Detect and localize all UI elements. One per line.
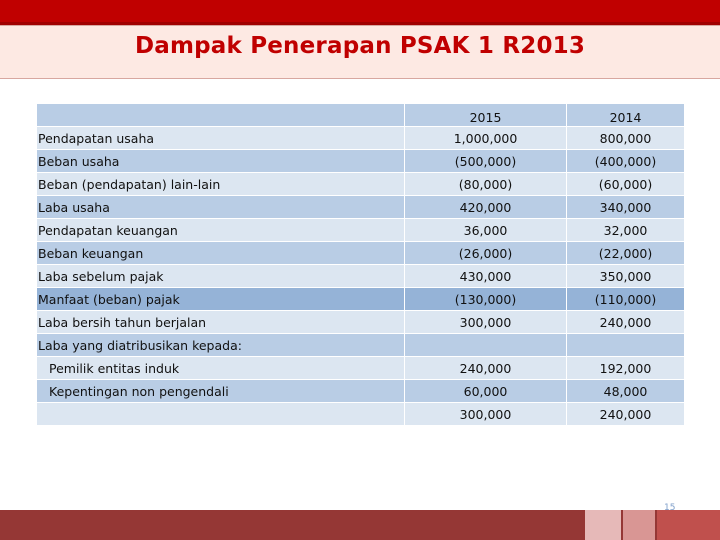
row-label: Laba usaha bbox=[37, 196, 405, 219]
row-label: Pemilik entitas induk bbox=[37, 357, 405, 380]
table-header-row bbox=[37, 104, 685, 127]
header-2014: 2014 bbox=[567, 104, 685, 127]
value-2014: 32,000 bbox=[567, 219, 685, 242]
value-2014: 240,000 bbox=[567, 403, 685, 426]
row-label: Beban (pendapatan) lain-lain bbox=[37, 173, 405, 196]
table-row bbox=[37, 357, 685, 380]
bottom-decor-block bbox=[657, 510, 720, 540]
table-row bbox=[37, 311, 685, 334]
value-2014 bbox=[567, 334, 685, 357]
value-2015: (130,000) bbox=[405, 288, 567, 311]
row-label: Pendapatan usaha bbox=[37, 127, 405, 150]
header-label-cell bbox=[37, 104, 405, 127]
row-label: Beban usaha bbox=[37, 150, 405, 173]
value-2014: 350,000 bbox=[567, 265, 685, 288]
table-row bbox=[37, 219, 685, 242]
value-2014: 48,000 bbox=[567, 380, 685, 403]
value-2014: 340,000 bbox=[567, 196, 685, 219]
value-2015: 36,000 bbox=[405, 219, 567, 242]
row-label: Manfaat (beban) pajak bbox=[37, 288, 405, 311]
bottom-decor-block bbox=[623, 510, 655, 540]
value-2015: 300,000 bbox=[405, 403, 567, 426]
value-2014: 800,000 bbox=[567, 127, 685, 150]
table-row bbox=[37, 380, 685, 403]
row-label: Pendapatan keuangan bbox=[37, 219, 405, 242]
row-label: Laba sebelum pajak bbox=[37, 265, 405, 288]
value-2015: 430,000 bbox=[405, 265, 567, 288]
value-2014: (400,000) bbox=[567, 150, 685, 173]
table-row bbox=[37, 403, 685, 426]
table-row bbox=[37, 288, 685, 311]
table-row bbox=[37, 242, 685, 265]
table-row bbox=[37, 173, 685, 196]
value-2015: (26,000) bbox=[405, 242, 567, 265]
value-2014: (60,000) bbox=[567, 173, 685, 196]
row-label: Laba yang diatribusikan kepada: bbox=[37, 334, 405, 357]
value-2015: 300,000 bbox=[405, 311, 567, 334]
value-2014: (110,000) bbox=[567, 288, 685, 311]
value-2014: 192,000 bbox=[567, 357, 685, 380]
value-2015 bbox=[405, 334, 567, 357]
value-2014: 240,000 bbox=[567, 311, 685, 334]
top-accent-bar bbox=[0, 0, 720, 25]
header-2015: 2015 bbox=[405, 104, 567, 127]
table-row bbox=[37, 265, 685, 288]
table-row bbox=[37, 334, 685, 357]
table-row bbox=[37, 196, 685, 219]
table-row bbox=[37, 150, 685, 173]
value-2015: (80,000) bbox=[405, 173, 567, 196]
value-2015: 1,000,000 bbox=[405, 127, 567, 150]
value-2014: (22,000) bbox=[567, 242, 685, 265]
row-label: Beban keuangan bbox=[37, 242, 405, 265]
row-label bbox=[37, 403, 405, 426]
income-statement-table bbox=[36, 103, 685, 426]
slide-title: Dampak Penerapan PSAK 1 R2013 bbox=[134, 33, 586, 59]
row-label: Laba bersih tahun berjalan bbox=[37, 311, 405, 334]
value-2015: 420,000 bbox=[405, 196, 567, 219]
value-2015: (500,000) bbox=[405, 150, 567, 173]
page-number: 15 bbox=[664, 503, 676, 513]
value-2015: 60,000 bbox=[405, 380, 567, 403]
table-row bbox=[37, 127, 685, 150]
value-2015: 240,000 bbox=[405, 357, 567, 380]
row-label: Kepentingan non pengendali bbox=[37, 380, 405, 403]
bottom-decor-block bbox=[585, 510, 621, 540]
